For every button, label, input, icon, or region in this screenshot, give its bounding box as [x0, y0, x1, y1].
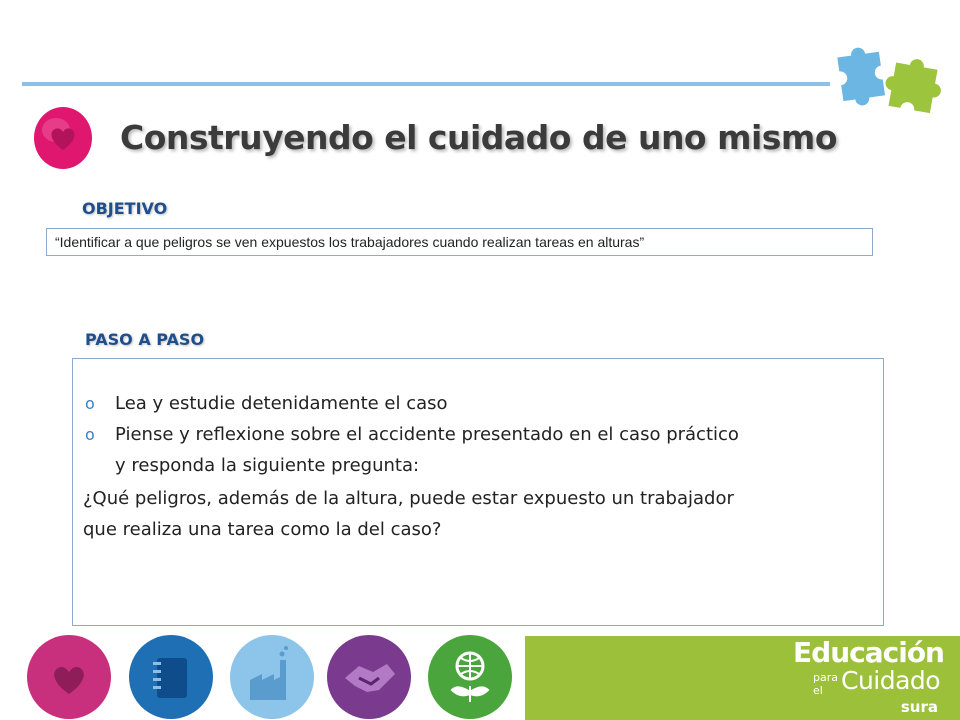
brand-para: para — [813, 671, 838, 684]
factory-icon — [230, 634, 314, 720]
puzzle-icon — [834, 40, 950, 120]
step-text: Piense y reflexione sobre el accidente presentado en el caso práctico — [115, 424, 739, 445]
brand-title: Educación — [793, 636, 944, 669]
steps-box — [72, 358, 884, 626]
steps-label: PASO A PASO — [85, 330, 205, 349]
brand-cuidado: Cuidado — [841, 666, 941, 695]
globe-plant-icon — [428, 634, 512, 720]
step-text: Lea y estudie detenidamente el caso — [115, 393, 448, 414]
question-text: que realiza una tarea como la del caso? — [83, 519, 442, 540]
page-title: Construyendo el cuidado de uno mismo — [120, 118, 837, 157]
company-logo: sura — [900, 698, 938, 716]
step-text: y responda la siguiente pregunta: — [115, 455, 420, 476]
brand-el: el — [813, 684, 823, 697]
handshake-icon — [327, 634, 411, 720]
heart-icon — [32, 104, 94, 170]
bullet-icon: o — [85, 425, 95, 444]
objective-box: “Identificar a que peligros se ven expuestos los trabajadores cuando realizan tareas en alturas” — [46, 228, 873, 256]
header-rule — [22, 82, 830, 86]
brand-banner — [525, 636, 960, 720]
bullet-icon: o — [85, 394, 95, 413]
brand-subtitle — [813, 672, 838, 696]
heart-icon — [27, 634, 111, 720]
objective-label: OBJETIVO — [82, 199, 168, 218]
notebook-icon — [129, 634, 213, 720]
question-text: ¿Qué peligros, además de la altura, puede estar expuesto un trabajador — [83, 488, 734, 509]
